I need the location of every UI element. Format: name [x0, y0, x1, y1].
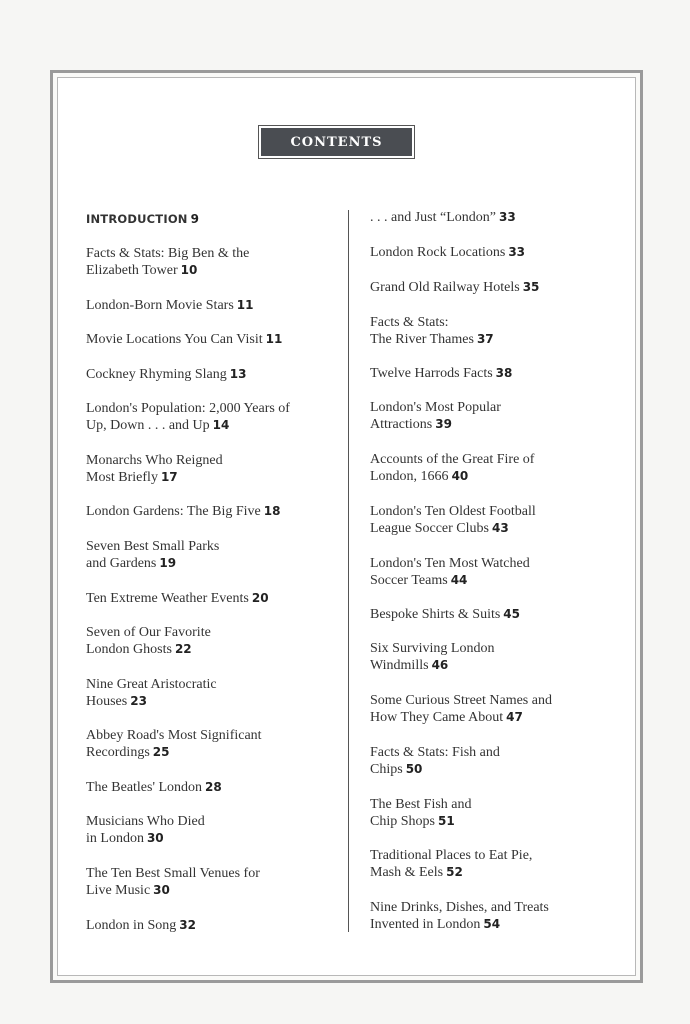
contents-heading: CONTENTS	[261, 128, 412, 156]
toc-entry	[86, 331, 282, 348]
toc-entry-title: Monarchs Who Reigned	[86, 453, 223, 468]
toc-entry-title: Invented in London	[370, 917, 481, 932]
toc-entry	[370, 244, 525, 261]
toc-entry-title: Cockney Rhyming Slang	[86, 367, 227, 382]
toc-page-number: 33	[498, 210, 516, 224]
toc-page-number: 43	[491, 521, 509, 535]
toc-entry-title: INTRODUCTION	[86, 212, 188, 226]
toc-entry-title: in London	[86, 831, 144, 846]
toc-page-number: 35	[522, 280, 540, 294]
toc-entry-title: Accounts of the Great Fire of	[370, 452, 535, 467]
toc-entry	[370, 796, 472, 830]
toc-entry-title: Chips	[370, 762, 403, 777]
toc-page-number: 14	[212, 418, 230, 432]
toc-page-number: 51	[437, 814, 455, 828]
column-divider	[348, 210, 349, 932]
toc-entry-title: Recordings	[86, 745, 150, 760]
toc-entry-title: The Best Fish and	[370, 797, 472, 812]
toc-entry-title: The Beatles' London	[86, 780, 203, 795]
toc-page-number: 30	[153, 883, 170, 897]
toc-page-number: 52	[446, 865, 463, 879]
toc-entry-title: London in Song	[86, 918, 177, 933]
toc-entry	[370, 365, 512, 382]
toc-entry-title: Facts & Stats:	[370, 315, 449, 330]
toc-entry	[86, 538, 219, 572]
toc-page-number: 9	[190, 212, 200, 226]
toc-page-number: 17	[160, 470, 178, 484]
toc-entry	[370, 606, 520, 623]
toc-entry-title: London's Ten Oldest Football	[370, 504, 536, 519]
toc-page-number: 44	[450, 573, 468, 587]
toc-entry-title: Houses	[86, 694, 128, 709]
toc-entry	[86, 590, 269, 607]
toc-entry	[86, 452, 223, 486]
toc-page-number: 32	[179, 918, 196, 932]
toc-entry-title: . . . and Just “London”	[370, 210, 496, 225]
toc-entry-title: London Rock Locations	[370, 245, 506, 260]
toc-entry	[370, 279, 539, 296]
toc-entry	[86, 245, 249, 279]
toc-page-number: 18	[263, 504, 281, 518]
toc-page-number: 10	[180, 263, 198, 277]
toc-entry	[86, 917, 196, 934]
toc-page-number: 19	[159, 556, 177, 570]
toc-entry	[370, 399, 501, 433]
toc-entry-title: Nine Drinks, Dishes, and Treats	[370, 900, 549, 915]
toc-entry	[370, 744, 500, 778]
toc-entry	[86, 211, 199, 228]
toc-page-number: 25	[152, 745, 170, 759]
toc-entry-title: Ten Extreme Weather Events	[86, 591, 249, 606]
toc-page-number: 38	[495, 366, 513, 380]
toc-page-number: 45	[503, 607, 520, 621]
toc-entry	[86, 624, 211, 658]
toc-entry	[86, 503, 280, 520]
toc-page-number: 22	[174, 642, 192, 656]
toc-entry-title: London's Most Popular	[370, 400, 501, 415]
toc-entry-title: Up, Down . . . and Up	[86, 418, 210, 433]
toc-entry-title: How They Came About	[370, 710, 504, 725]
toc-entry	[86, 727, 262, 761]
toc-page-number: 11	[236, 298, 254, 312]
toc-entry-title: Six Surviving London	[370, 641, 495, 656]
toc-entry	[370, 640, 494, 674]
toc-entry-title: Seven Best Small Parks	[86, 539, 220, 554]
toc-entry-title: London's Population: 2,000 Years of	[86, 401, 290, 416]
toc-entry	[370, 847, 532, 881]
toc-entry-title: Facts & Stats: Fish and	[370, 745, 500, 760]
toc-page-number: 20	[251, 591, 269, 605]
toc-page-number: 54	[483, 917, 501, 931]
toc-entry-title: Grand Old Railway Hotels	[370, 280, 520, 295]
toc-entry-title: Live Music	[86, 883, 151, 898]
toc-entry	[86, 865, 260, 899]
toc-page-number: 28	[205, 780, 222, 794]
toc-entry-title: The River Thames	[370, 332, 474, 347]
toc-entry-title: Bespoke Shirts & Suits	[370, 607, 501, 622]
toc-entry-title: Abbey Road's Most Significant	[86, 728, 262, 743]
contents-heading-box	[258, 125, 415, 159]
toc-entry-title: League Soccer Clubs	[370, 521, 489, 536]
toc-entry	[370, 451, 534, 485]
toc-entry-title: The Ten Best Small Venues for	[86, 866, 260, 881]
toc-page-number: 39	[435, 417, 452, 431]
toc-page-number: 11	[265, 332, 283, 346]
toc-entry-title: Attractions	[370, 417, 433, 432]
toc-entry	[370, 899, 549, 933]
toc-entry	[370, 692, 552, 726]
toc-entry-title: Most Briefly	[86, 470, 158, 485]
toc-page-number: 23	[130, 694, 147, 708]
toc-entry	[370, 209, 516, 226]
toc-entry	[86, 779, 222, 796]
toc-entry	[370, 555, 530, 589]
toc-entry	[86, 676, 217, 710]
toc-entry	[370, 503, 536, 537]
toc-entry-title: London's Ten Most Watched	[370, 556, 530, 571]
toc-entry-title: Elizabeth Tower	[86, 263, 178, 278]
toc-entry-title: Nine Great Aristocratic	[86, 677, 217, 692]
toc-entry	[86, 400, 290, 434]
toc-entry-title: Soccer Teams	[370, 573, 448, 588]
toc-entry-title: Movie Locations You Can Visit	[86, 332, 263, 347]
toc-entry-title: Seven of Our Favorite	[86, 625, 211, 640]
toc-entry	[86, 297, 253, 314]
toc-entry-title: Mash & Eels	[370, 865, 444, 880]
toc-entry-title: Chip Shops	[370, 814, 435, 829]
toc-page-number: 40	[451, 469, 469, 483]
toc-entry-title: London-Born Movie Stars	[86, 298, 234, 313]
toc-entry-title: Facts & Stats: Big Ben & the	[86, 246, 250, 261]
toc-entry-title: Traditional Places to Eat Pie,	[370, 848, 533, 863]
toc-entry-title: Windmills	[370, 658, 429, 673]
toc-entry-title: Musicians Who Died	[86, 814, 205, 829]
toc-page-number: 13	[229, 367, 247, 381]
toc-entry-title: London, 1666	[370, 469, 449, 484]
toc-entry	[370, 314, 494, 348]
toc-page-number: 50	[405, 762, 423, 776]
toc-page-number: 33	[508, 245, 526, 259]
toc-page-number: 37	[476, 332, 494, 346]
toc-page-number: 47	[506, 710, 523, 724]
toc-entry-title: London Gardens: The Big Five	[86, 504, 261, 519]
toc-entry-title: London Ghosts	[86, 642, 172, 657]
toc-entry-title: Some Curious Street Names and	[370, 693, 552, 708]
toc-page-number: 30	[146, 831, 164, 845]
toc-entry	[86, 813, 205, 847]
toc-entry-title: and Gardens	[86, 556, 157, 571]
toc-entry	[86, 366, 246, 383]
toc-page-number: 46	[431, 658, 449, 672]
toc-entry-title: Twelve Harrods Facts	[370, 366, 493, 381]
